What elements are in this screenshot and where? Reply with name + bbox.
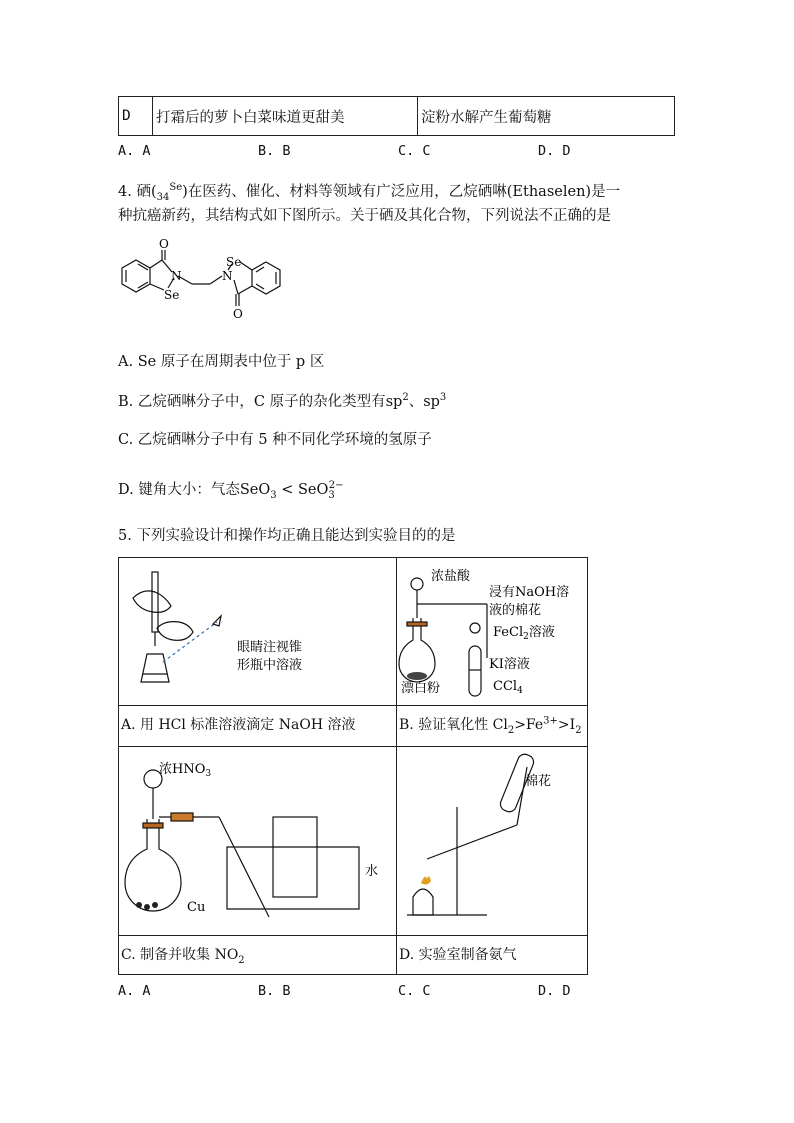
cell-b-caption: B. 验证氧化性 $Cl_2>Fe^{3+}>I_2$ (399, 715, 582, 736)
experiment-grid (118, 557, 588, 975)
q4-stem-line1: 4. 硒$(_{34}^{Se})$在医药、催化、材料等领域有广泛应用，乙烷硒啉(Ethaselen)是一 (118, 182, 621, 203)
cell-a-note-1: 眼睛注视锥 (237, 640, 303, 655)
row-letter: D (119, 97, 153, 136)
row-explanation: 淀粉水解产生葡萄糖 (418, 97, 675, 136)
titration-figure (119, 558, 396, 705)
row-phenomenon: 打霜后的萝卜白菜味道更甜美 (153, 97, 418, 136)
q4-option-c: C. 乙烷硒啉分子中有 5 种不同化学环境的氢原子 (118, 432, 432, 448)
burette (152, 572, 158, 632)
cell-c-caption: C. 制备并收集 $NO_2$ (121, 947, 245, 966)
right-hand (157, 622, 193, 641)
water-trough (227, 847, 359, 909)
q3-option-c: C. C (398, 143, 431, 159)
atomic-number: 34 (156, 191, 170, 203)
label-cu: Cu (187, 900, 206, 915)
cell-a-note-2: 形瓶中溶液 (237, 658, 303, 673)
q5-option-a: A. A (118, 983, 151, 999)
cotton-tube (470, 623, 480, 633)
q3-option-a: A. A (118, 143, 151, 159)
q5-option-b: B. B (258, 983, 291, 999)
label-powder: 漂白粉 (401, 681, 441, 696)
test-tube (469, 646, 481, 696)
q3-option-b: B. B (258, 143, 291, 159)
q4-option-b: B. 乙烷硒啉分子中，C 原子的杂化类型有$sp^2$、$sp^3$ (118, 392, 447, 410)
oxidation-figure (397, 558, 589, 705)
acid-funnel (411, 578, 423, 590)
label-cotton-d: 棉花 (525, 774, 552, 789)
q5-option-d: D. D (538, 983, 571, 999)
cell-a-caption: A. 用 HCl 标准溶液滴定 NaOH 溶液 (121, 717, 356, 733)
label-ki: KI溶液 (489, 657, 530, 672)
collecting-bottle (273, 817, 317, 897)
conical-flask (141, 654, 169, 682)
q4-option-d: D. 键角大小：气态SeO$_3$ < SeO$_3^{2-}$ (118, 480, 344, 501)
left-nitrogen-label: N (171, 269, 182, 283)
no2-figure (119, 747, 396, 935)
right-oxygen-label: O (233, 307, 243, 321)
ethaselen-structure (112, 236, 312, 332)
element-symbol: Se (169, 182, 183, 194)
table-row (119, 97, 675, 136)
right-selenium-label: Se (226, 255, 242, 269)
q5-stem: 5. 下列实验设计和操作均正确且能达到实验目的的是 (118, 528, 456, 544)
previous-question-table (118, 96, 675, 136)
reaction-flask (125, 819, 181, 911)
q4-stem-line2: 种抗癌新药，其结构式如下图所示。关于硒及其化合物，下列说法不正确的是 (118, 208, 611, 224)
label-hno3: 浓$HNO_3$ (159, 762, 212, 779)
q4-option-a: A. Se 原子在周期表中位于 p 区 (118, 354, 325, 370)
ammonia-figure (397, 747, 589, 935)
left-oxygen-label: O (159, 237, 169, 251)
label-water: 水 (365, 864, 379, 879)
cell-d-caption: D. 实验室制备氨气 (399, 947, 517, 963)
right-nitrogen-label: N (222, 269, 233, 283)
q5-option-c: C. C (398, 983, 431, 999)
label-acid: 浓盐酸 (431, 569, 471, 584)
label-cotton-1: 浸有NaOH溶 (489, 585, 570, 600)
label-ccl4: CCl$_4$ (493, 679, 523, 696)
test-tube-d (427, 825, 517, 859)
label-cotton-2: 液的棉花 (489, 603, 542, 618)
alcohol-lamp (413, 889, 433, 915)
q3-option-d: D. D (538, 143, 571, 159)
left-selenium-label: Se (164, 288, 180, 302)
label-fecl2: FeCl$_2$溶液 (493, 625, 555, 642)
